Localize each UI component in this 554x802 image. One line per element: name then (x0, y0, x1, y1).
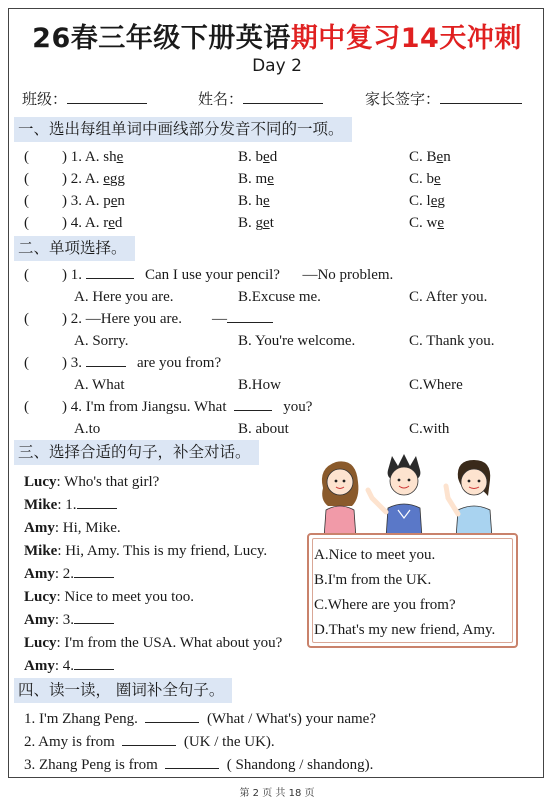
s1-q2-paren[interactable]: ( (24, 171, 29, 187)
s2-q3-stem: ) 3. are you from? (62, 355, 222, 371)
s2-q2-a: A. Sorry. (74, 333, 129, 349)
s2-q4-stem: ) 4. I'm from Jiangsu. What you? (62, 399, 313, 415)
option-d: D.That's my new friend, Amy. (314, 622, 496, 638)
dialog-line[interactable]: Amy: 4. (24, 657, 114, 675)
dialog-line[interactable]: Amy: 3. (24, 611, 114, 629)
s1-q3-paren[interactable]: ( (24, 193, 29, 209)
s2-q4-b: B. about (238, 421, 289, 437)
dialog-line: Lucy: I'm from the USA. What about you? (24, 635, 283, 651)
dialog-line: Mike: Hi, Amy. This is my friend, Lucy. (24, 543, 268, 559)
s2-q3-paren[interactable]: ( (24, 355, 29, 371)
s1-q4-a: ) 4. A. red (62, 215, 123, 231)
s2-q3-a: A. What (74, 377, 125, 393)
s2-q3-b: B.How (238, 377, 281, 393)
s1-q3-c: C. leg (409, 193, 445, 209)
s1-q2-c: C. be (409, 171, 441, 187)
s4-item-3[interactable]: 3. Zhang Peng is from ( Shandong / shandong). (24, 757, 374, 773)
dialog-line: Lucy: Who's that girl? (24, 474, 160, 490)
section3-heading: 三、选择合适的句子，补全对话。 (14, 440, 259, 465)
option-b: B.I'm from the UK. (314, 572, 432, 588)
section4-heading: 四、读一读， 圈词补全句子。 (14, 678, 232, 703)
s1-q4-paren[interactable]: ( (24, 215, 29, 231)
section1-heading: 一、选出每组单词中画线部分发音不同的一项。 (14, 117, 352, 142)
s4-item-1[interactable]: 1. I'm Zhang Peng. (What / What's) your name? (24, 711, 376, 727)
page-title: 26春三年级下册英语期中复习14天冲刺 (32, 23, 522, 54)
s2-q1-c: C. After you. (409, 289, 488, 305)
s1-q2-a: ) 2. A. egg (62, 171, 125, 187)
day-label: Day 2 (252, 56, 302, 76)
parent-signature-field[interactable]: 家长签字： (365, 88, 522, 109)
name-field[interactable]: 姓名： (198, 88, 323, 109)
s1-q3-b: B. he (238, 193, 270, 209)
s1-q3-a: ) 3. A. pen (62, 193, 125, 209)
page-footer: 第 2 页 共 18 页 (239, 788, 315, 799)
s1-q4-b: B. get (238, 215, 274, 231)
s2-q3-c: C.Where (409, 377, 463, 393)
dialog-line[interactable]: Mike: 1. (24, 496, 117, 514)
s2-q2-c: C. Thank you. (409, 333, 495, 349)
s1-q2-b: B. me (238, 171, 274, 187)
s1-q4-c: C. we (409, 215, 445, 231)
s2-q1-a: A. Here you are. (74, 289, 174, 305)
s1-q1-c: C. Ben (409, 149, 451, 165)
s1-q1-a: ) 1. A. she (62, 149, 124, 165)
children-illustration (308, 448, 518, 538)
option-a: A.Nice to meet you. (314, 547, 436, 563)
class-field[interactable]: 班级： (22, 88, 147, 109)
s2-q4-a: A.to (74, 421, 101, 437)
s2-q1-paren[interactable]: ( (24, 267, 29, 283)
s1-q1-paren[interactable]: ( (24, 149, 29, 165)
s2-q1-b: B.Excuse me. (238, 289, 321, 305)
s2-q4-paren[interactable]: ( (24, 399, 29, 415)
dialog-line: Lucy: Nice to meet you too. (24, 589, 194, 605)
s2-q1-stem: ) 1. Can I use your pencil? —No problem. (62, 267, 394, 283)
dialog-line: Amy: Hi, Mike. (24, 520, 121, 536)
dialog-line[interactable]: Amy: 2. (24, 565, 114, 583)
s4-item-2[interactable]: 2. Amy is from (UK / the UK). (24, 734, 275, 750)
s1-q1-b: B. bed (238, 149, 278, 165)
option-c: C.Where are you from? (314, 597, 456, 613)
s2-q2-paren[interactable]: ( (24, 311, 29, 327)
section2-heading: 二、单项选择。 (14, 236, 135, 261)
title-highlight: 期中复习14天冲刺 (290, 23, 522, 54)
s2-q2-stem: ) 2. —Here you are. — (62, 310, 273, 328)
s2-q2-b: B. You're welcome. (238, 333, 356, 349)
s2-q4-c: C.with (409, 421, 450, 437)
